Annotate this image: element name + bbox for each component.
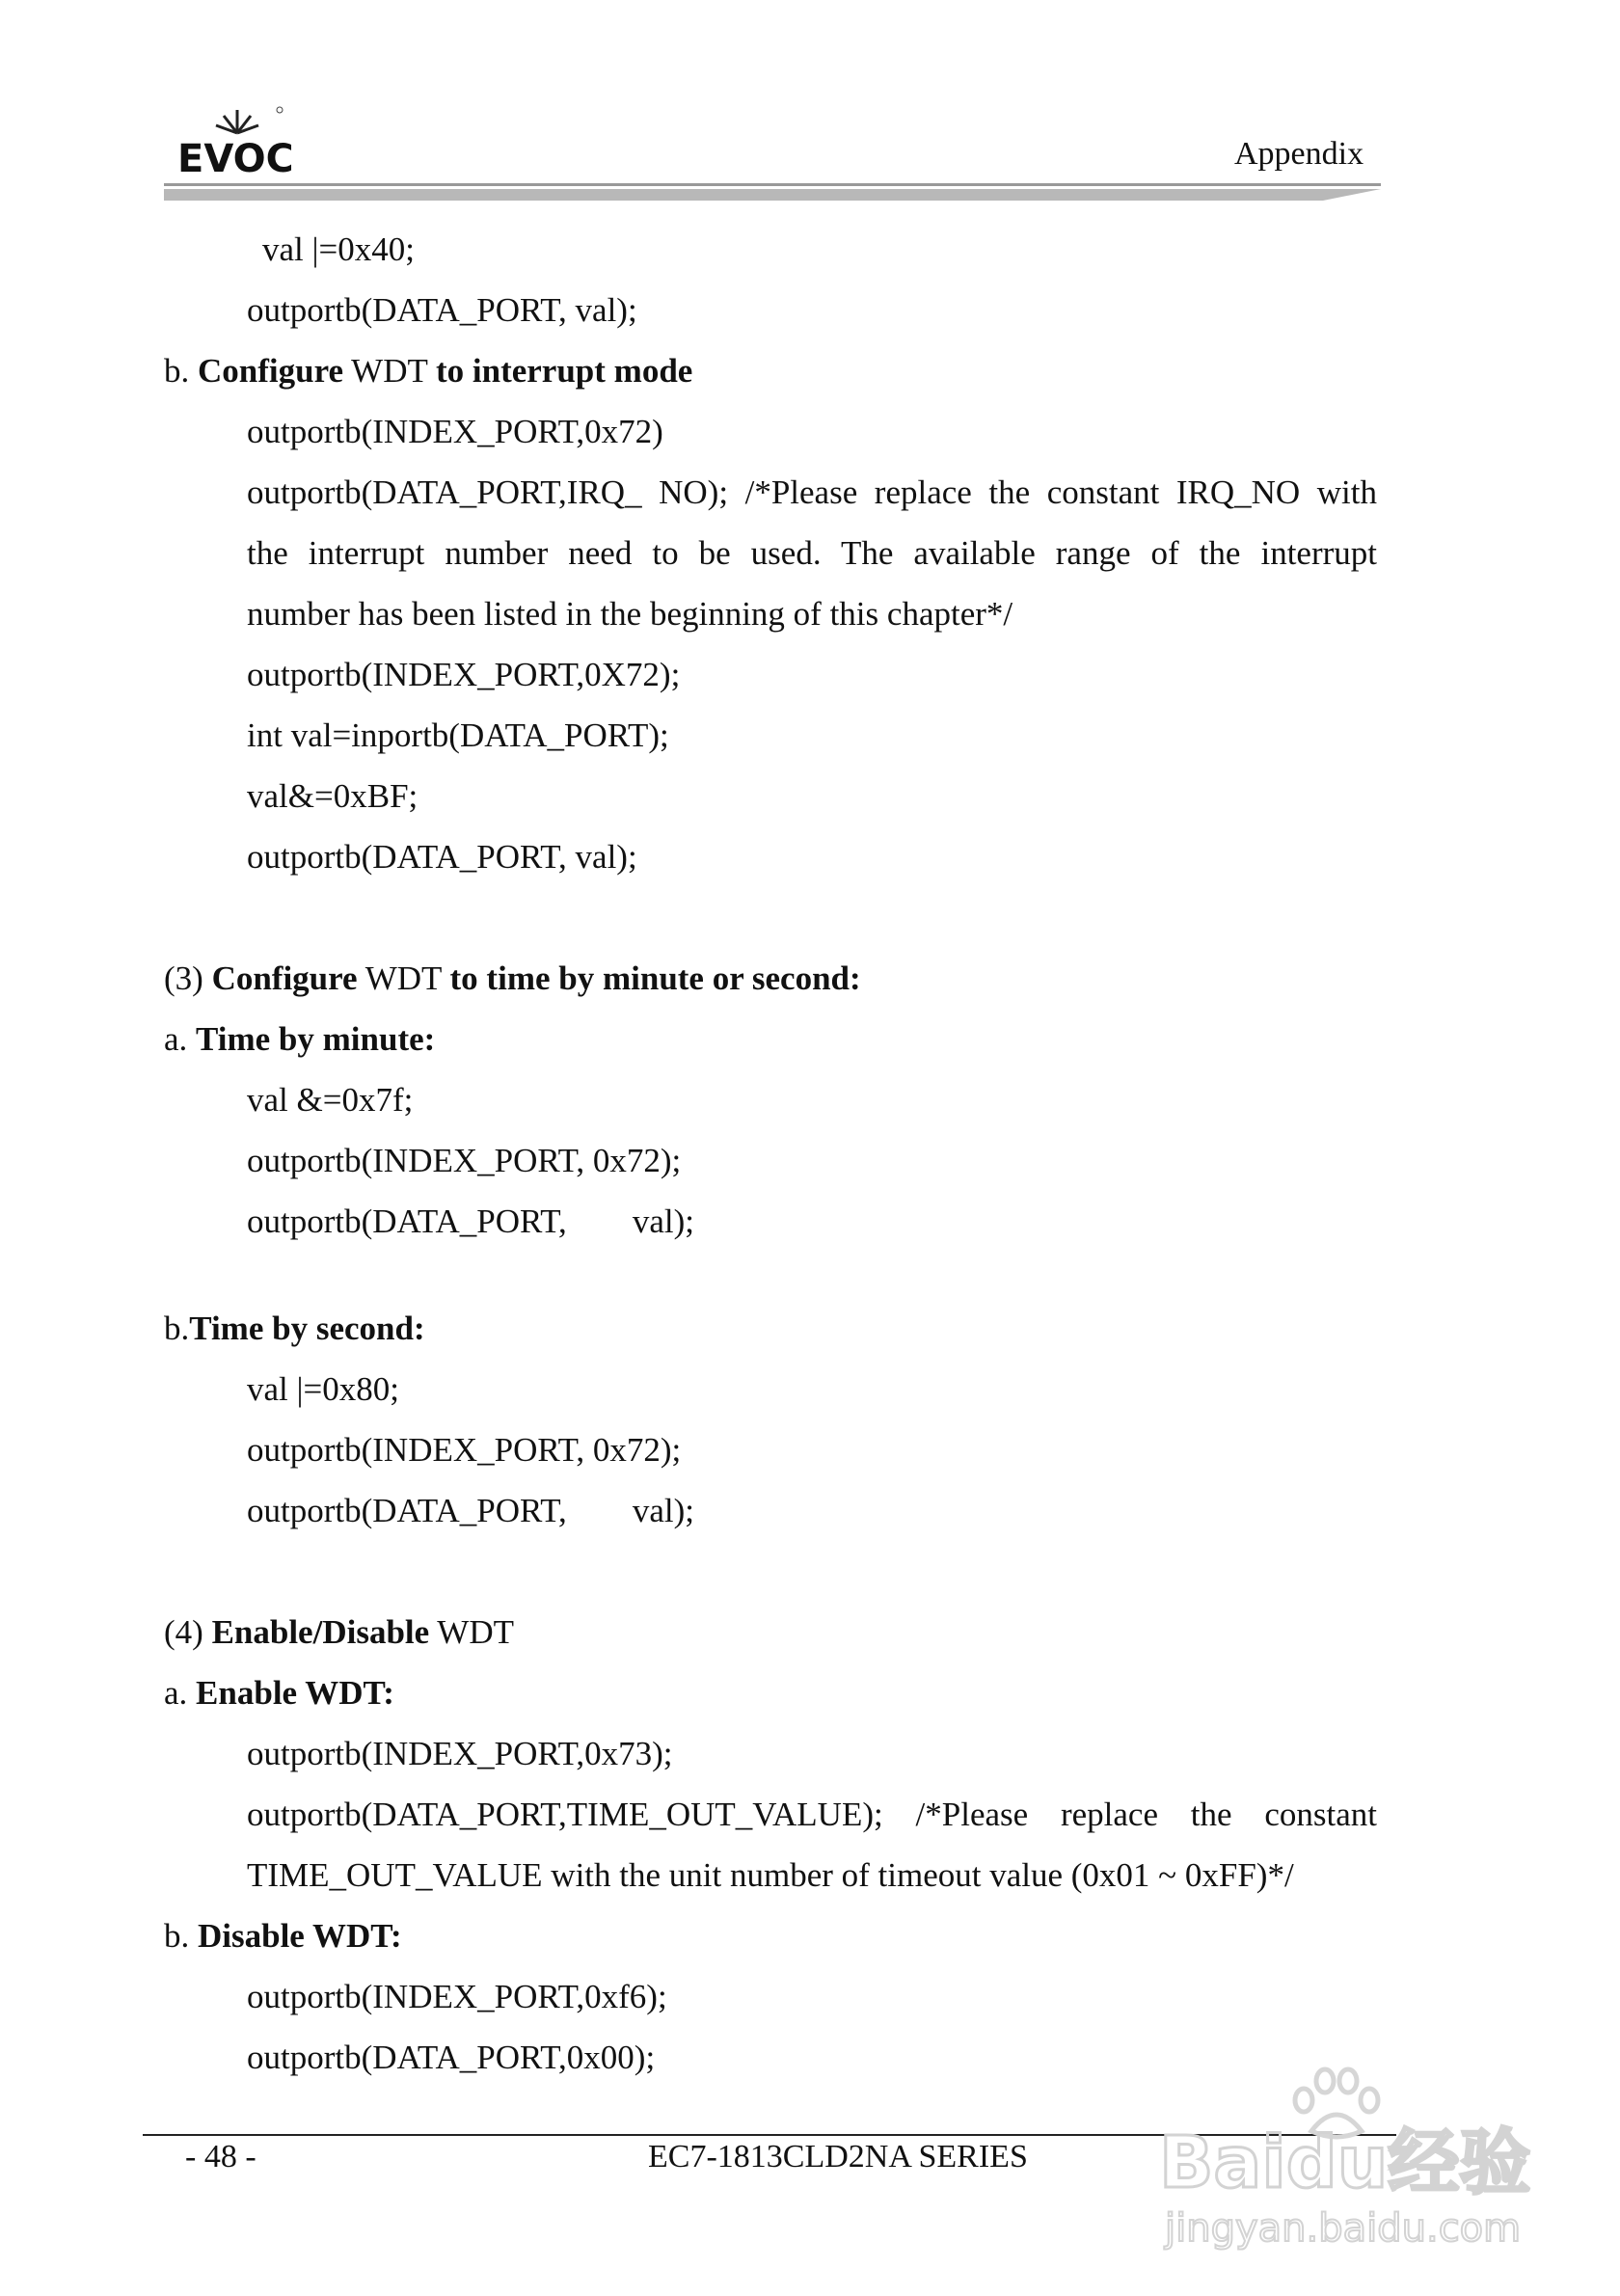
list-marker: a. <box>164 1674 188 1712</box>
code-line: outportb(DATA_PORT,0x00); <box>247 2039 656 2076</box>
code-line: outportb(INDEX_PORT,0xf6); <box>247 1978 667 2015</box>
code-line <box>247 1202 694 1241</box>
header-rule-band <box>164 189 1381 201</box>
subsection-heading <box>164 1310 425 1348</box>
code-line: int val=inportb(DATA_PORT); <box>247 716 669 754</box>
section-number: (4) <box>164 1613 203 1651</box>
subsection-heading <box>164 1674 394 1713</box>
header-rule <box>164 183 1381 186</box>
section-number: (3) <box>164 959 203 997</box>
list-marker: b. <box>164 1917 190 1955</box>
code-part: outportb(DATA_PORT, <box>247 1202 567 1240</box>
list-marker: b. <box>164 352 190 390</box>
code-line: outportb(DATA_PORT,TIME_OUT_VALUE); /*Please replace the constant <box>247 1796 1377 1833</box>
section-heading <box>164 959 861 998</box>
code-line: outportb(INDEX_PORT,0x73); <box>247 1735 673 1772</box>
heading-text: WDT <box>351 352 428 390</box>
heading-bold: to interrupt mode <box>435 352 693 390</box>
code-line: val |=0x80; <box>247 1370 399 1408</box>
baidu-watermark <box>1157 2064 1543 2256</box>
watermark-url: jingyan.baidu.com <box>1165 2206 1522 2251</box>
heading-bold: Time by minute: <box>196 1020 436 1058</box>
section-heading <box>164 1613 514 1652</box>
code-line <box>247 1492 694 1530</box>
heading-bold: Time by second: <box>189 1310 425 1347</box>
code-line: val |=0x40; <box>262 230 415 268</box>
subsection-heading <box>164 352 692 391</box>
code-line: outportb(DATA_PORT,IRQ_ NO); /*Please replace the constant IRQ_NO with <box>247 473 1377 511</box>
subsection-heading <box>164 1917 402 1956</box>
list-marker: a. <box>164 1020 188 1058</box>
heading-bold: Disable WDT: <box>198 1917 402 1955</box>
code-line: outportb(INDEX_PORT,0x72) <box>247 413 663 450</box>
footer-series: EC7-1813CLD2NA SERIES <box>648 2139 1028 2174</box>
subsection-heading <box>164 1020 435 1059</box>
code-comment-line: TIME_OUT_VALUE with the unit number of timeout value (0x01 ~ 0xFF)*/ <box>247 1856 1294 1894</box>
heading-bold: Enable/Disable <box>211 1613 430 1651</box>
header-title: Appendix <box>1234 136 1364 172</box>
evoc-logo-graphic <box>176 104 291 176</box>
code-comment-line: number has been listed in the beginning of this chapter*/ <box>247 595 1013 633</box>
list-marker: b. <box>164 1310 190 1347</box>
code-part: val); <box>632 1202 694 1240</box>
code-line: val&=0xBF; <box>247 777 418 815</box>
code-line: val &=0x7f; <box>247 1081 414 1119</box>
heading-bold: Enable WDT: <box>196 1674 394 1712</box>
code-part: val); <box>632 1492 694 1529</box>
logo-text: EVOC <box>177 137 291 176</box>
code-line: outportb(INDEX_PORT, 0x72); <box>247 1142 682 1179</box>
heading-bold: Configure <box>211 959 358 997</box>
watermark-brand: Baidu经验 <box>1159 2121 1531 2204</box>
heading-bold: Configure <box>198 352 344 390</box>
code-line: outportb(INDEX_PORT,0X72); <box>247 656 681 693</box>
code-line: outportb(DATA_PORT, val); <box>247 838 637 876</box>
heading-text: WDT <box>364 959 442 997</box>
heading-text: WDT <box>437 1613 514 1651</box>
page-number: - 48 - <box>185 2139 256 2174</box>
code-line: outportb(DATA_PORT, val); <box>247 291 637 329</box>
evoc-logo <box>176 104 291 176</box>
code-part: outportb(DATA_PORT, <box>247 1492 567 1529</box>
code-comment-line: the interrupt number need to be used. The available range of the interrupt <box>247 534 1377 572</box>
code-line: outportb(INDEX_PORT, 0x72); <box>247 1431 682 1469</box>
heading-bold: to time by minute or second: <box>449 959 861 997</box>
